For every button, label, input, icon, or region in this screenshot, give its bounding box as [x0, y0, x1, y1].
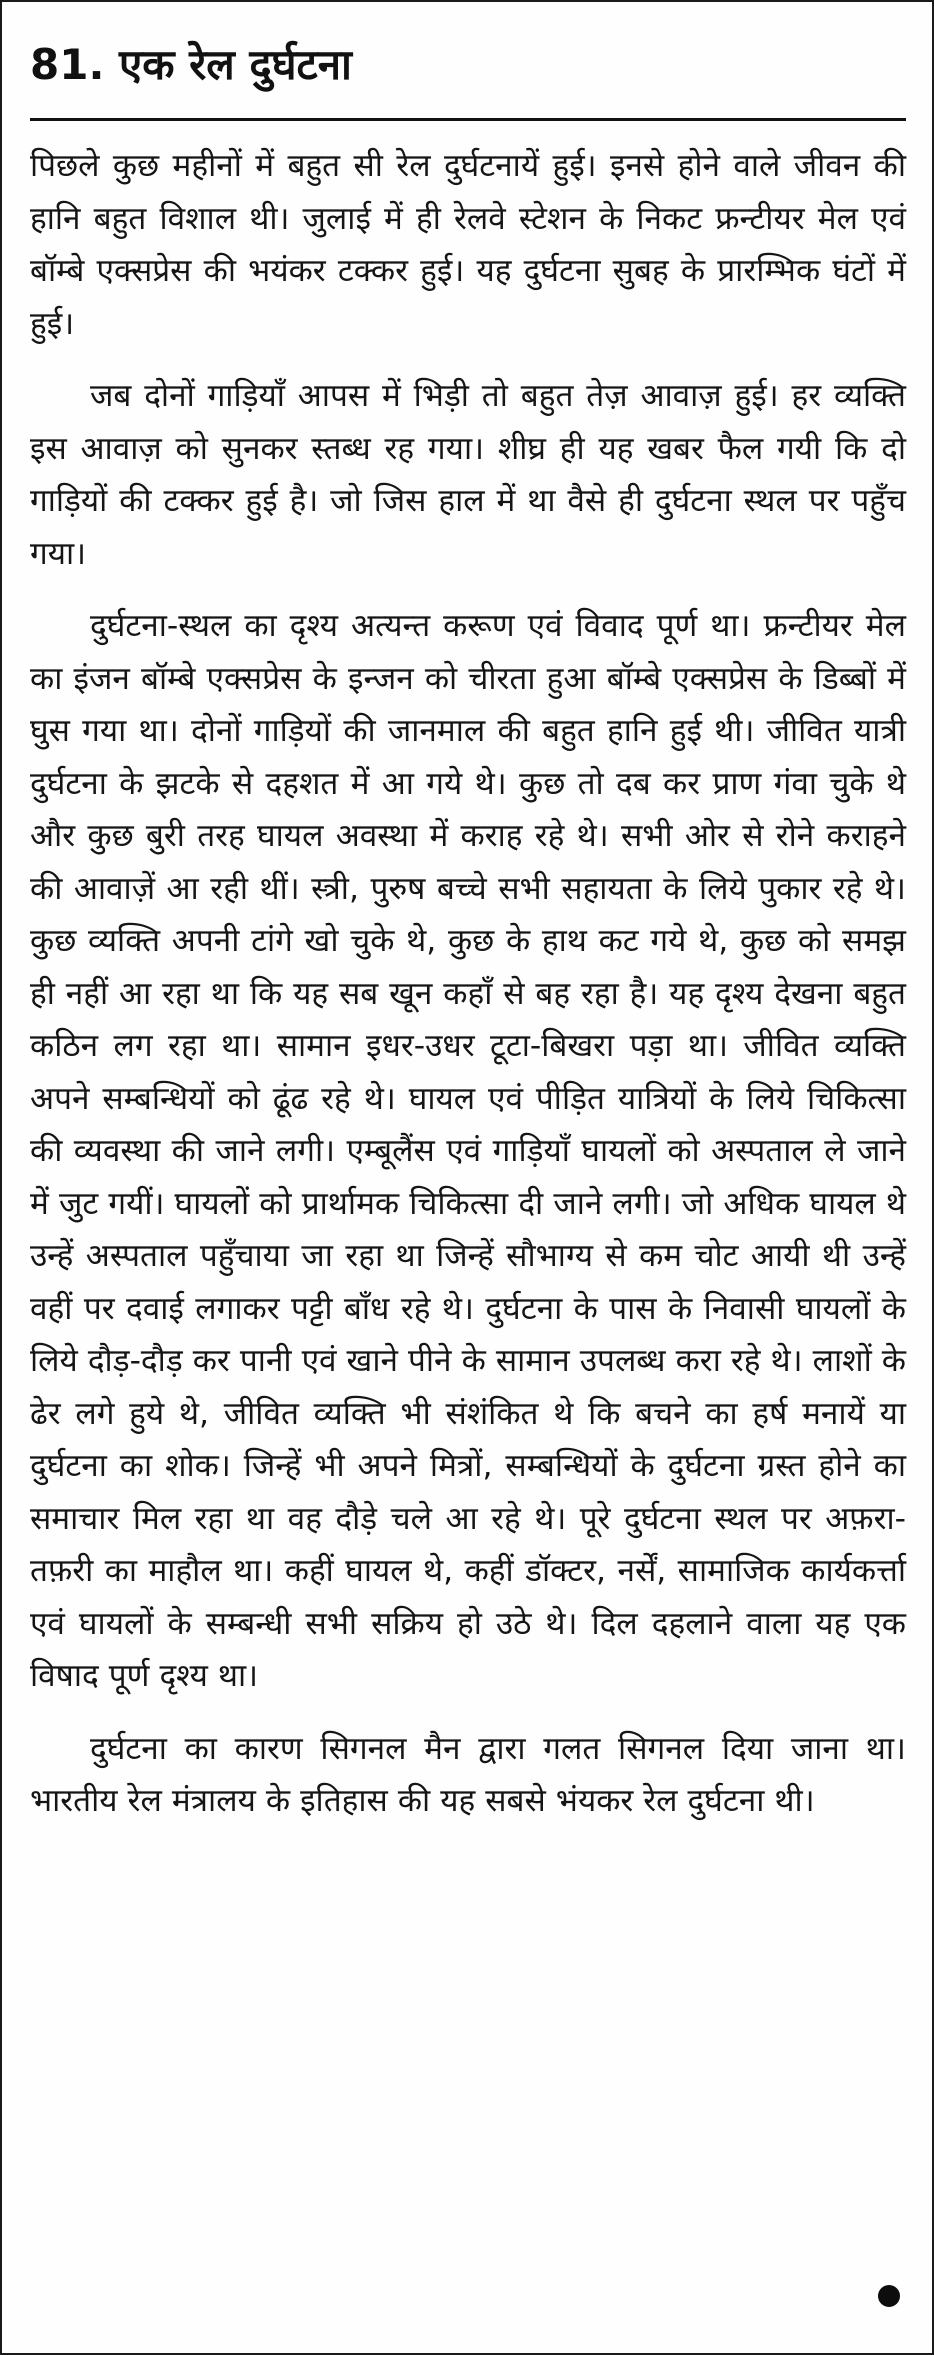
title-divider [30, 118, 906, 121]
paragraph-3: दुर्घटना-स्थल का दृश्य अत्यन्त करूण एवं विवाद पूर्ण था। फ्रन्टीयर मेल का इंजन बॉम्बे एक्सप्रेस के इन्जन को चीरता हुआ बॉम्बे एक्सप्रेस के डिब्बों में घुस गया था। दोनों गाड़ियों की जानमाल की बहुत हानि हुई थी। जीवित यात्री दुर्घटना के झटके से दहशत में आ गये थे। कुछ तो दब कर प्राण गंवा चुके थे और कुछ बुरी तरह घायल अवस्था में कराह रहे थे। सभी ओर से रोने कराहने की आवाज़ें आ रही थीं। स्त्री, पुरुष बच्चे सभी सहायता के लिये पुकार रहे थे। कुछ व्यक्ति अपनी टांगे खो चुके थे, कुछ के हाथ कट गये थे, कुछ को समझ ही नहीं आ रहा था कि यह सब खून कहाँ से बह रहा है। यह दृश्य देखना बहुत कठिन लग रहा था। सामान इधर-उधर टूटा-बिखरा पड़ा था। जीवित व्यक्ति अपने सम्बन्धियों को ढूंढ रहे थे। घायल एवं पीड़ित यात्रियों के लिये चिकित्सा की व्यवस्था की जाने लगी। एम्बूलैंस एवं गाड़ियाँ घायलों को अस्पताल ले जाने में जुट गयीं। घायलों को प्रार्थामक चिकित्सा दी जाने लगी। जो अधिक घायल थे उन्हें अस्पताल पहुँचाया जा रहा था जिन्हें सौभाग्य से कम चोट आयी थी उन्हें वहीं पर दवाई लगाकर पट्टी बाँध रहे थे। दुर्घटना के पास के निवासी घायलों के लिये दौड़-दौड़ कर पानी एवं खाने पीने के सामान उपलब्ध करा रहे थे। लाशों के ढेर लगे हुये थे, जीवित व्यक्ति भी संशंकित थे कि बचने का हर्ष मनायें या दुर्घटना का शोक। जिन्हें भी अपने मित्रों, सम्बन्धियों के दुर्घटना ग्रस्त होने का समाचार मिल रहा था वह दौड़े चले आ रहे थे। पूरे दुर्घटना स्थल पर अफ़रा-तफ़री का माहौल था। कहीं घायल थे, कहीं डॉक्टर, नर्सें, सामाजिक कार्यकर्त्ता एवं घायलों के सम्बन्धी सभी सक्रिय हो उठे थे। दिल दहलाने वाला यह एक विषाद पूर्ण दृश्य था। [30, 608, 906, 1694]
paragraph-1: पिछले कुछ महीनों में बहुत सी रेल दुर्घटनायें हुई। इनसे होने वाले जीवन की हानि बहुत विशाल थी। जुलाई में ही रेलवे स्टेशन के निकट फ्रन्टीयर मेल एवं बॉम्बे एक्सप्रेस की भयंकर टक्कर हुई। यह दुर्घटना सुबह के प्रारम्भिक घंटों में हुई। [30, 148, 906, 342]
essay-title: 81. एक रेल दुर्घटना [30, 40, 352, 89]
paragraph-4: दुर्घटना का कारण सिगनल मैन द्वारा गलत सिगनल दिया जाना था। भारतीय रेल मंत्रालय के इतिहास की यह सबसे भंयकर रेल दुर्घटना थी। [30, 1730, 906, 1819]
paragraph-2: जब दोनों गाड़ियाँ आपस में भिड़ी तो बहुत तेज़ आवाज़ हुई। हर व्यक्ति इस आवाज़ को सुनकर स्तब्ध रह गया। शीघ्र ही यह खबर फैल गयी कि दो गाड़ियों की टक्कर हुई है। जो जिस हाल में था वैसे ही दुर्घटना स्थल पर पहुँच गया। [30, 378, 906, 572]
end-bullet-icon [878, 2285, 900, 2307]
essay-body [30, 140, 906, 1848]
